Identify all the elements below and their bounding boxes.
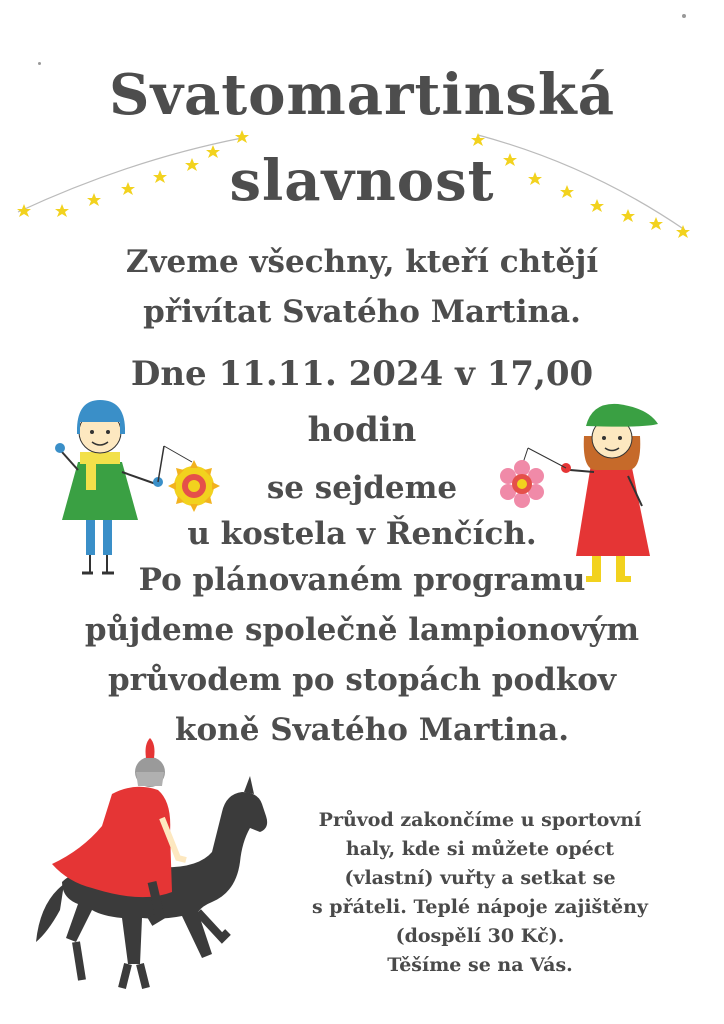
date-line2: hodin bbox=[307, 410, 417, 450]
closing-line2: haly, kde si můžete opéct bbox=[345, 838, 615, 860]
program-line1: Po plánovaném programu bbox=[138, 562, 586, 598]
closing-paragraph bbox=[290, 806, 670, 980]
invite-line1: Zveme všechny, kteří chtějí bbox=[125, 244, 599, 280]
meeting-line1: se sejdeme bbox=[266, 470, 458, 506]
meeting-line2: u kostela v Řenčích. bbox=[187, 516, 537, 552]
invite-line2: přivítat Svatého Martina. bbox=[143, 294, 581, 330]
closing-line5: (dospělí 30 Kč). bbox=[395, 925, 565, 947]
girl-with-lantern-icon bbox=[492, 396, 672, 596]
date-line1: Dne 11.11. 2024 v 17,00 bbox=[130, 354, 594, 394]
poster-title-line1: Svatomartinská bbox=[109, 62, 615, 128]
program-line2: půjdeme společně lampionovým bbox=[84, 612, 640, 648]
closing-line1: Průvod zakončíme u sportovní bbox=[318, 809, 642, 831]
scan-speck bbox=[682, 14, 686, 18]
closing-line6: Těšíme se na Vás. bbox=[387, 954, 573, 976]
program-line4: koně Svatého Martina. bbox=[175, 712, 569, 748]
child-with-lantern-icon bbox=[48, 392, 218, 582]
st-martin-on-horse-icon bbox=[22, 732, 282, 992]
program-line3: průvodem po stopách podkov bbox=[108, 662, 616, 698]
scan-speck bbox=[38, 62, 41, 65]
closing-line3: (vlastní) vuřty a setkat se bbox=[344, 867, 616, 889]
poster-title-line2: slavnost bbox=[229, 148, 495, 214]
closing-line4: s přáteli. Teplé nápoje zajištěny bbox=[312, 896, 648, 918]
